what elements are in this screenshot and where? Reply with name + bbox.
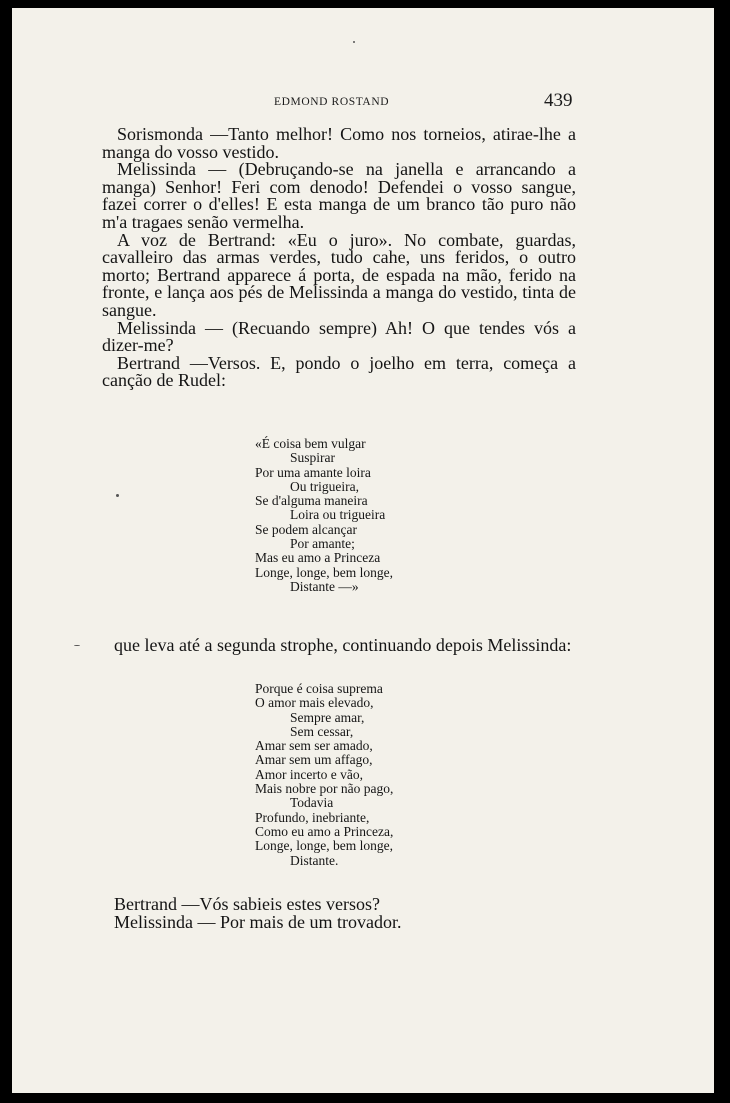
dialogue-line: Melissinda — Por mais de um trovador. (114, 911, 402, 932)
body-text (102, 126, 576, 390)
verse-stanza-1 (255, 437, 393, 594)
verse-line: Todavia (290, 795, 334, 811)
verse-line: Longe, longe, bem longe, (255, 564, 393, 580)
verse-line: O amor mais elevado, (255, 695, 374, 711)
continuation-line: que leva até a segunda strophe, continuando depois Melissinda: (114, 635, 572, 655)
verse-line: Amor incerto e vão, (255, 766, 363, 782)
verse-line: Porque é coisa suprema (255, 681, 383, 696)
verse-line: Distante. (290, 852, 339, 868)
paper-speck (116, 494, 119, 497)
verse-line: Sem cessar, (290, 723, 354, 739)
closing-dialogue (114, 896, 584, 931)
paper-speck (74, 645, 80, 646)
verse-line: Se podem alcançar (255, 521, 357, 537)
verse-line: Mais nobre por não pago, (255, 781, 394, 797)
verse-line: Como eu amo a Princeza, (255, 823, 394, 839)
dialogue-line: Bertrand —Vós sabieis estes versos? (114, 894, 380, 914)
verse-line: Distante —» (290, 578, 359, 594)
verse-line: Por uma amante loira (255, 464, 371, 480)
verse-line: Amar sem ser amado, (255, 738, 373, 754)
paragraph: Melissinda — (Recuando sempre) Ah! O que tendes vós a dizer-me? (102, 317, 576, 356)
verse-line: Ou trigueira, (290, 478, 359, 494)
verse-line: Sempre amar, (290, 709, 365, 725)
paper-speck (353, 41, 355, 43)
verse-line: «É coisa bem vulgar (255, 436, 366, 451)
paragraph: Melissinda — (Debruçando-se na janella e arrancando a manga) Senhor! Feri com denodo! Defendei o vosso sangue, fazei correr o d'elles! E esta manga de um branco tão puro não m'a tragaes senão vermelha. (102, 159, 576, 232)
verse-line: Por amante; (290, 536, 355, 552)
verse-line: Longe, longe, bem longe, (255, 838, 393, 854)
verse-line: Suspirar (290, 450, 335, 466)
verse-line: Loira ou trigueira (290, 507, 386, 523)
running-title: EDMOND ROSTAND (274, 96, 390, 108)
paragraph: A voz de Bertrand: «Eu o juro». No combate, guardas, cavalleiro das armas verdes, tudo cahe, uns feridos, o outro morto; Bertrand apparece á porta, de espada na mão, ferido na fronte, e lança aos pés de Melissinda a manga do vestido, tinta de sangue. (102, 229, 576, 320)
paragraph: Sorismonda —Tanto melhor! Como nos torneios, atirae-lhe a manga do vosso vestido. (102, 124, 576, 162)
verse-line: Mas eu amo a Princeza (255, 550, 381, 566)
verse-line: Profundo, inebriante, (255, 809, 370, 825)
page-header (12, 90, 714, 114)
verse-line: Amar sem um affago, (255, 752, 373, 768)
page-number: 439 (544, 90, 573, 111)
paragraph: Bertrand —Versos. E, pondo o joelho em terra, começa a canção de Rudel: (102, 352, 576, 391)
book-page (12, 8, 714, 1093)
verse-stanza-2 (255, 682, 393, 868)
verse-line: Se d'alguma maneira (255, 493, 368, 509)
